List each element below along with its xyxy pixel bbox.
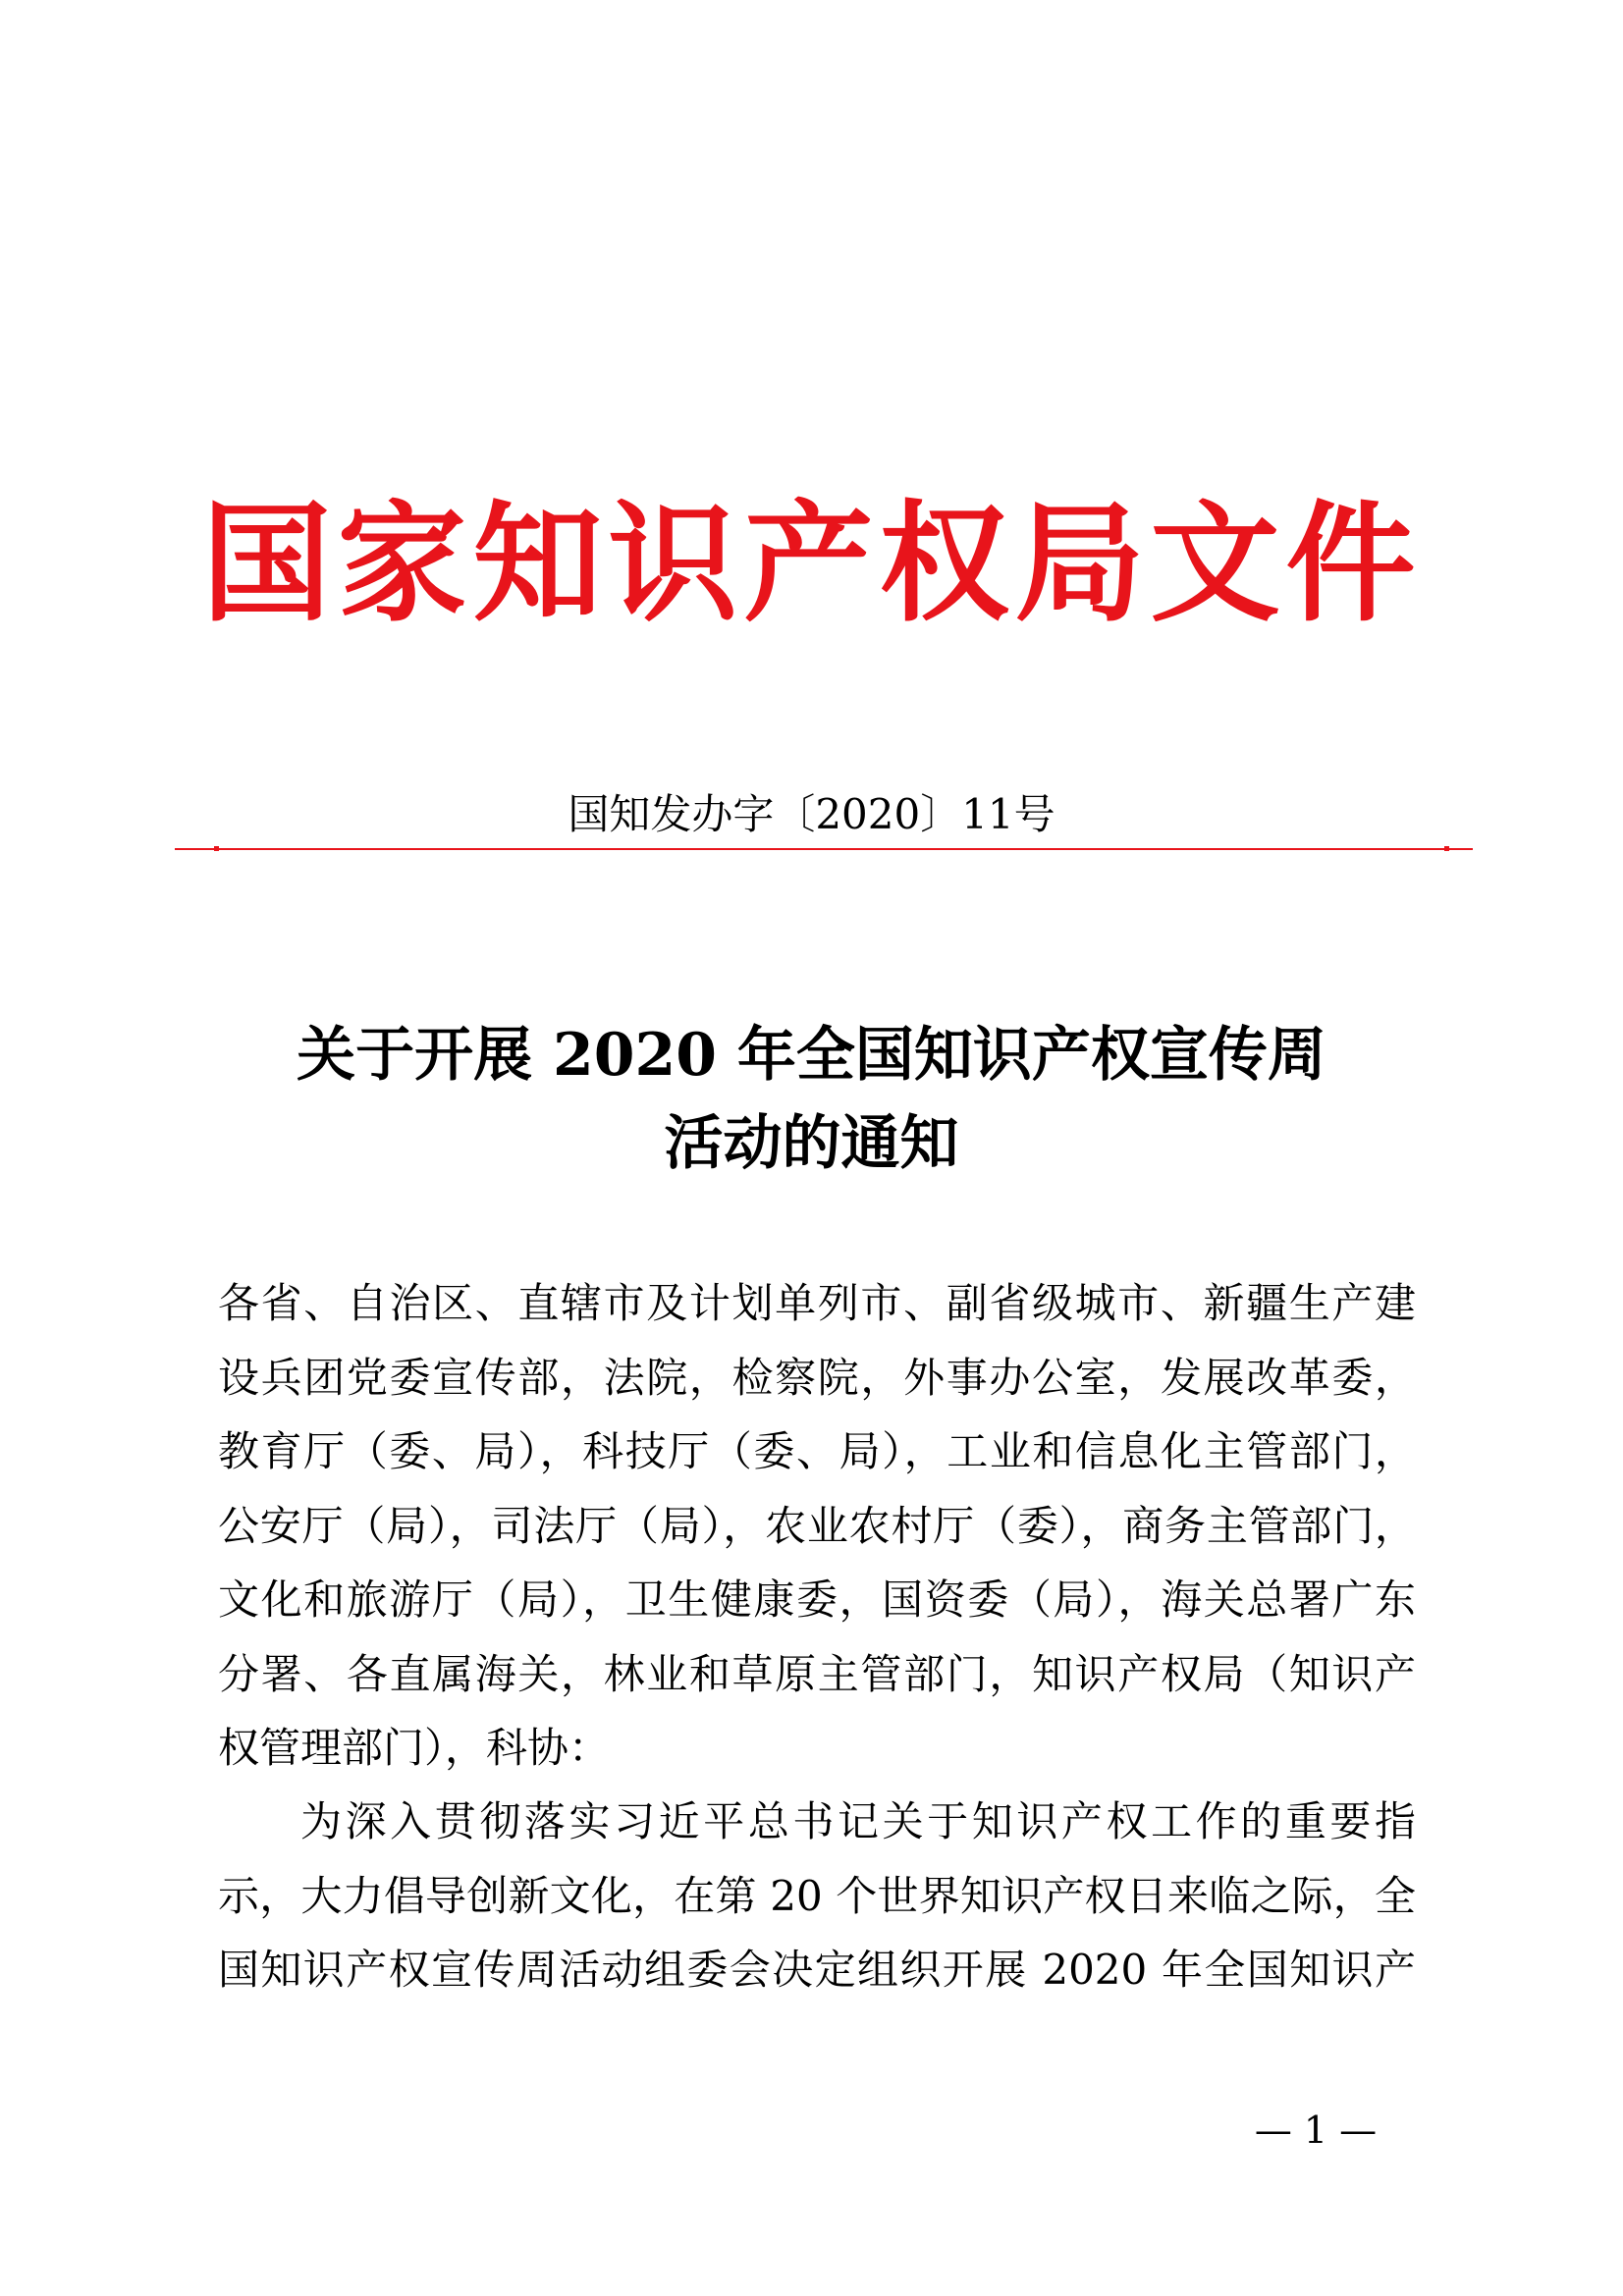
addressee-line: 设兵团党委宣传部，法院，检察院，外事办公室，发展改革委， xyxy=(218,1353,1416,1402)
issuing-authority-masthead: 国家知识产权局文件 xyxy=(201,488,1422,640)
red-separator-line xyxy=(175,848,1473,850)
addressee-line: 分署、各直属海关，林业和草原主管部门，知识产权局（知识产 xyxy=(218,1649,1416,1698)
paragraph-line: 示，大力倡导创新文化，在第 20 个世界知识产权日来临之际，全 xyxy=(218,1871,1416,1920)
document-title-line-2: 活动的通知 xyxy=(664,1109,959,1178)
paragraph-line: 国知识产权宣传周活动组委会决定组织开展 2020 年全国知识产 xyxy=(218,1946,1416,1994)
body-paragraph-1 xyxy=(218,1785,1416,2007)
addressee-block xyxy=(218,1266,1416,1786)
rule-end-mark-right xyxy=(1444,846,1449,851)
document-title-line-1: 关于开展 2020 年全国知识产权宣传周 xyxy=(297,1021,1326,1090)
paragraph-line: 为深入贯彻落实习近平总书记关于知识产权工作的重要指 xyxy=(300,1797,1416,1845)
document-number: 国知发办字〔2020〕11号 xyxy=(568,790,1055,838)
addressee-line: 文化和旅游厅（局），卫生健康委，国资委（局），海关总署广东 xyxy=(218,1575,1416,1624)
rule-end-mark-left xyxy=(214,846,219,851)
addressee-line: 权管理部门），科协： xyxy=(218,1724,611,1772)
page-number: — 1 — xyxy=(1254,2109,1378,2152)
addressee-line: 公安厅（局），司法厅（局），农业农村厅（委），商务主管部门， xyxy=(218,1501,1416,1550)
addressee-line: 教育厅（委、局），科技厅（委、局），工业和信息化主管部门， xyxy=(218,1427,1416,1475)
addressee-line: 各省、自治区、直辖市及计划单列市、副省级城市、新疆生产建 xyxy=(218,1279,1416,1327)
